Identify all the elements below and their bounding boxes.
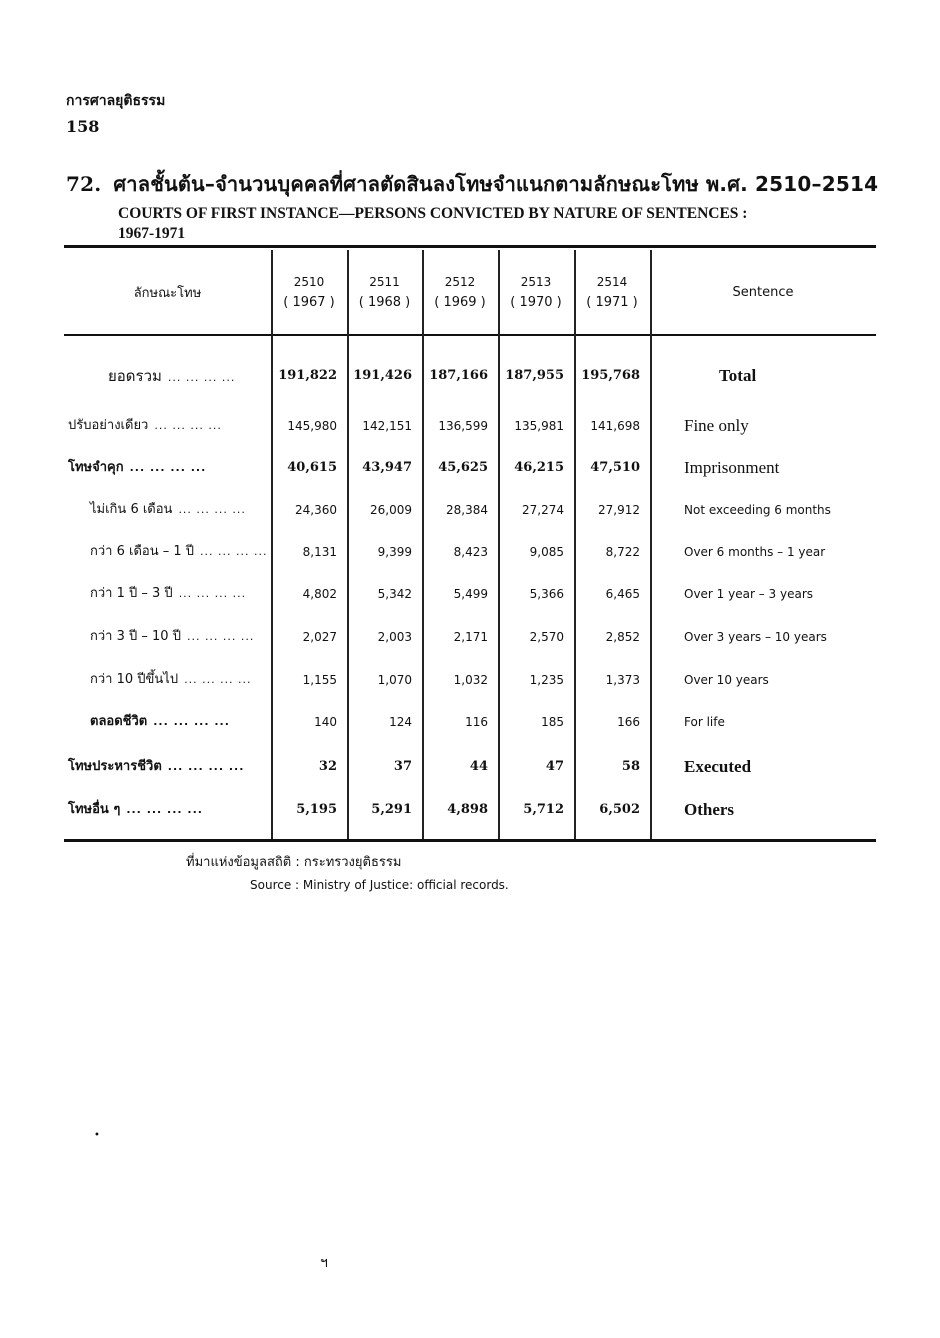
footer-mark: ฯ xyxy=(320,1255,328,1271)
row-label-en: Over 6 months – 1 year xyxy=(684,545,826,559)
table-cell: 37 xyxy=(393,759,412,774)
title-english xyxy=(118,204,886,244)
table-cell: 1,070 xyxy=(377,673,412,687)
table-row-total xyxy=(64,356,876,396)
header-year-4: 2513 ( 1970 ) xyxy=(510,274,562,310)
table-row-1-to-3-years xyxy=(64,574,876,614)
table-cell: 32 xyxy=(318,759,337,774)
table-cell: 2,027 xyxy=(302,630,337,644)
header-year-1: 2510 ( 1967 ) xyxy=(283,274,335,310)
table-cell: 1,155 xyxy=(302,673,337,687)
title-thai xyxy=(66,168,886,200)
table-cell: 5,342 xyxy=(377,587,412,601)
row-label-th: ตลอดชีวิต ... ... ... ... xyxy=(90,714,230,729)
table-cell: 142,151 xyxy=(362,419,412,433)
table-cell: 8,131 xyxy=(302,545,337,559)
row-label-th: ไม่เกิน 6 เดือน ... ... ... ... xyxy=(90,502,246,517)
header-year-2: 2511 ( 1968 ) xyxy=(358,274,411,310)
table-cell: 5,712 xyxy=(523,802,564,817)
table-cell: 191,426 xyxy=(353,368,412,383)
table-cell: 2,171 xyxy=(453,630,488,644)
row-label-th: กว่า 3 ปี – 10 ปี ... ... ... ... xyxy=(90,629,255,644)
table-cell: 1,373 xyxy=(605,673,640,687)
row-label-en: Others xyxy=(684,800,735,819)
table-cell: 44 xyxy=(469,759,488,774)
row-label-en: Over 10 years xyxy=(684,673,769,687)
table-cell: 26,009 xyxy=(370,503,412,517)
table-cell: 4,802 xyxy=(302,587,337,601)
table-row-imprisonment xyxy=(64,448,876,488)
table-row-fine-only xyxy=(64,406,876,446)
table-cell: 8,722 xyxy=(605,545,640,559)
table-title xyxy=(66,168,886,244)
table-cell: 2,003 xyxy=(377,630,412,644)
row-label-en: Not exceeding 6 months xyxy=(684,503,831,517)
table-cell: 1,032 xyxy=(453,673,488,687)
table-cell: 166 xyxy=(617,715,640,729)
page-number: 158 xyxy=(66,117,100,136)
table-cell: 5,291 xyxy=(371,802,412,817)
title-en-line2: 1967-1971 xyxy=(118,225,186,242)
table-cell: 124 xyxy=(389,715,412,729)
table-row-3-to-10-years xyxy=(64,617,876,657)
table-top-rule xyxy=(64,245,876,248)
row-label-th: โทษประหารชีวิต ... ... ... ... xyxy=(68,759,245,774)
header-sentence-en: Sentence xyxy=(732,284,794,300)
table-cell: 5,366 xyxy=(529,587,564,601)
table-cell: 187,955 xyxy=(505,368,564,383)
table-cell: 9,399 xyxy=(377,545,412,559)
row-label-en: Executed xyxy=(684,757,752,776)
row-label-th: โทษอื่น ๆ ... ... ... ... xyxy=(68,802,203,817)
table-row-for-life xyxy=(64,702,876,742)
table-cell: 43,947 xyxy=(362,460,412,475)
row-label-th: โทษจำคุก ... ... ... ... xyxy=(68,460,207,475)
table-cell: 141,698 xyxy=(590,419,640,433)
table-cell: 140 xyxy=(314,715,337,729)
table-cell: 4,898 xyxy=(447,802,488,817)
table-cell: 24,360 xyxy=(295,503,337,517)
table-cell: 136,599 xyxy=(438,419,488,433)
row-label-th: กว่า 6 เดือน – 1 ปี ... ... ... ... xyxy=(90,544,268,559)
table-cell: 135,981 xyxy=(514,419,564,433)
table-number: 72. xyxy=(66,172,102,196)
row-label-en: Over 1 year – 3 years xyxy=(684,587,813,601)
table-cell: 47 xyxy=(545,759,564,774)
title-thai-text: ศาลชั้นต้น–จำนวนบุคคลที่ศาลตัดสินลงโทษจำแนกตามลักษณะโทษ พ.ศ. 2510–2514 xyxy=(113,172,879,196)
table-cell: 27,274 xyxy=(522,503,564,517)
running-head: การศาลยุติธรรม xyxy=(66,93,166,109)
table-cell: 8,423 xyxy=(453,545,488,559)
source-note-english: Source : Ministry of Justice: official records. xyxy=(250,878,509,892)
row-label-en: Fine only xyxy=(684,416,749,435)
row-label-en: Imprisonment xyxy=(684,458,780,477)
table-cell: 5,499 xyxy=(453,587,488,601)
row-label-th: กว่า 10 ปีขึ้นไป ... ... ... ... xyxy=(90,672,252,687)
table-cell: 27,912 xyxy=(598,503,640,517)
table-cell: 1,235 xyxy=(529,673,564,687)
table-cell: 9,085 xyxy=(529,545,564,559)
table-cell: 58 xyxy=(621,759,640,774)
title-en-line1: COURTS OF FIRST INSTANCE—PERSONS CONVICTED BY NATURE OF SENTENCES : xyxy=(118,205,748,222)
table-row-not-exceeding-6-months xyxy=(64,490,876,530)
table-cell: 5,195 xyxy=(296,802,337,817)
table-cell: 195,768 xyxy=(581,368,640,383)
row-label-en: For life xyxy=(684,715,725,729)
table-row-others xyxy=(64,790,876,830)
table-row-executed xyxy=(64,747,876,787)
table-cell: 46,215 xyxy=(514,460,564,475)
table-cell: 116 xyxy=(465,715,488,729)
source-note-thai: ที่มาแห่งข้อมูลสถิติ : กระทรวงยุติธรรม xyxy=(186,855,402,870)
row-label-th: ยอดรวม ... ... ... ... xyxy=(108,367,236,385)
table-cell: 40,615 xyxy=(287,460,337,475)
table-cell: 191,822 xyxy=(278,368,337,383)
table-cell: 28,384 xyxy=(446,503,488,517)
table-cell: 145,980 xyxy=(287,419,337,433)
table-cell: 6,465 xyxy=(605,587,640,601)
table-cell: 45,625 xyxy=(438,460,488,475)
table-cell: 47,510 xyxy=(590,460,640,475)
table-cell: 6,502 xyxy=(599,802,640,817)
header-rule xyxy=(64,334,876,336)
row-label-en: Total xyxy=(719,366,757,385)
header-year-5: 2514 ( 1971 ) xyxy=(586,274,638,310)
row-label-th: กว่า 1 ปี – 3 ปี ... ... ... ... xyxy=(90,586,247,601)
table-bottom-rule xyxy=(64,839,876,842)
header-year-3: 2512 ( 1969 ) xyxy=(434,274,486,310)
table-cell: 2,852 xyxy=(605,630,640,644)
table-cell: 185 xyxy=(541,715,564,729)
stray-mark: • xyxy=(94,1130,100,1141)
header-label-th: ลักษณะโทษ xyxy=(133,285,202,301)
row-label-en: Over 3 years – 10 years xyxy=(684,630,827,644)
table-row-over-10-years xyxy=(64,660,876,700)
table-row-6-months-to-1-year xyxy=(64,532,876,572)
table-cell: 187,166 xyxy=(429,368,488,383)
row-label-th: ปรับอย่างเดียว ... ... ... ... xyxy=(68,418,222,433)
table-cell: 2,570 xyxy=(529,630,564,644)
